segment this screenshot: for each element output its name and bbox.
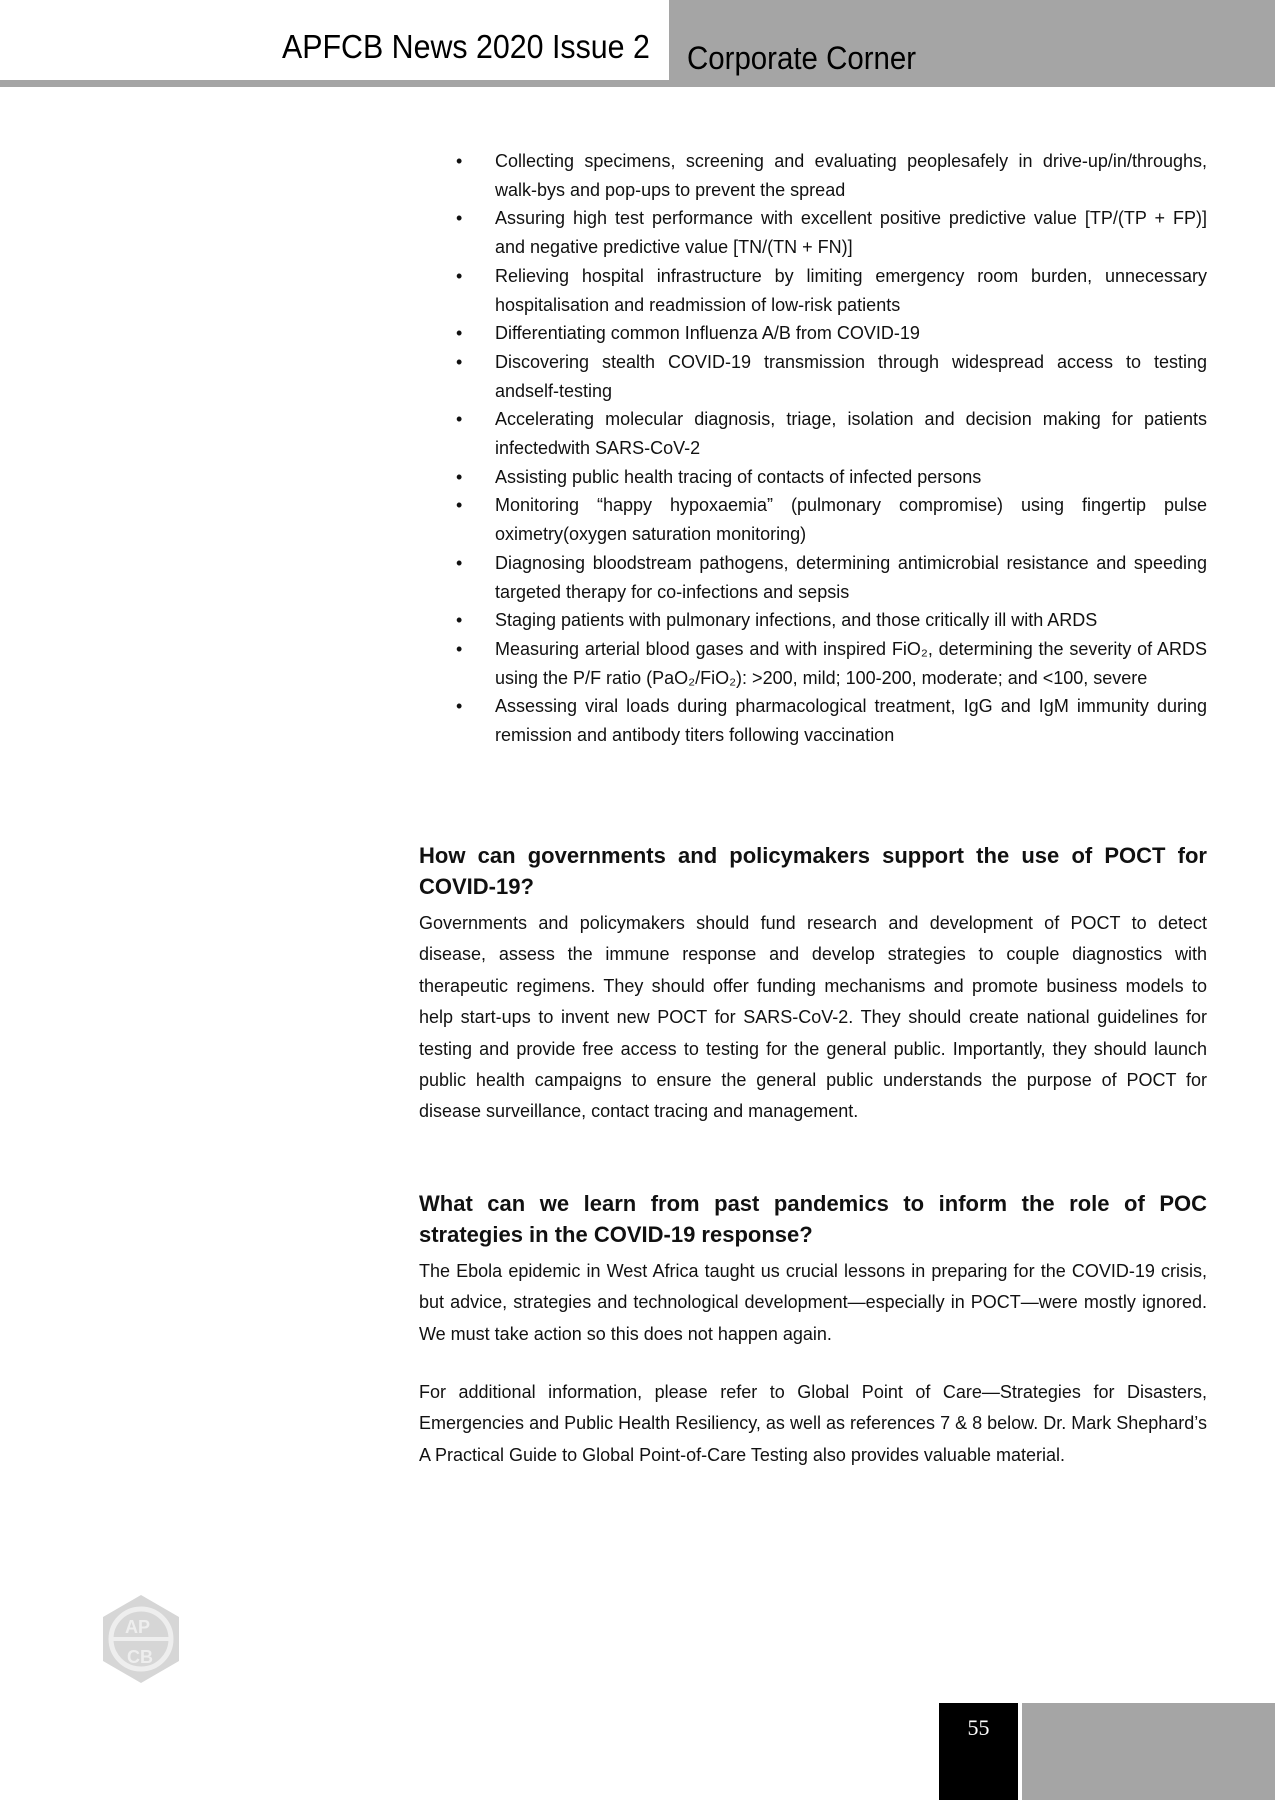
page-number-box	[939, 1703, 1018, 1800]
list-item-text: Staging patients with pulmonary infections, and those critically ill with ARDS	[495, 610, 1098, 631]
list-item-text: Differentiating common Influenza A/B from COVID-19	[495, 323, 920, 344]
list-item-text: Diagnosing bloodstream pathogens, determining antimicrobial resistance and speeding targeted therapy for co-infections and sepsis	[495, 552, 1207, 602]
list-item-text: Monitoring “happy hypoxaemia” (pulmonary compromise) using fingertip pulse oximetry(oxygen saturation monitoring)	[495, 495, 1207, 545]
section-banner	[669, 0, 1275, 87]
list-item	[419, 319, 1207, 348]
publication-title	[0, 0, 650, 82]
list-item-text: Accelerating molecular diagnosis, triage, isolation and decision making for patients infectedwith SARS-CoV-2	[495, 409, 1207, 459]
list-item	[419, 692, 1207, 749]
footer-banner	[1022, 1703, 1275, 1800]
bullet-icon: •	[456, 409, 463, 430]
bullet-icon: •	[456, 696, 463, 717]
bullet-icon: •	[456, 265, 463, 286]
bullet-icon: •	[456, 610, 463, 631]
apfcb-logo-icon	[95, 1593, 187, 1685]
header-rule	[0, 80, 669, 87]
bullet-icon: •	[456, 208, 463, 229]
page-number: 55	[967, 1715, 990, 1740]
list-item-text: Relieving hospital infrastructure by limiting emergency room burden, unnecessary hospitalisation and readmission of low-risk patients	[495, 265, 1207, 315]
list-item	[419, 491, 1207, 548]
list-item	[419, 348, 1207, 405]
svg-text:CB: CB	[127, 1647, 153, 1667]
bullet-icon: •	[456, 151, 463, 171]
list-item-text: Discovering stealth COVID-19 transmission through widespread access to testing andself-testing	[495, 351, 1207, 401]
svg-text:AP: AP	[125, 1617, 151, 1637]
list-item-text: Collecting specimens, screening and evaluating peoplesafely in drive-up/in/throughs, walk-bys and pop-ups to prevent the spread	[495, 151, 1207, 200]
section-paragraph: The Ebola epidemic in West Africa taught us crucial lessons in preparing for the COVID-19 crisis, but advice, strategies and technological development—especially in POCT—were mostly ignored. We must take action so this does not happen again.	[419, 1261, 1207, 1344]
list-item	[419, 405, 1207, 462]
bullet-icon: •	[456, 552, 463, 573]
section-heading: What can we learn from past pandemics to inform the role of POC strategies in the COVID-19 response?	[419, 1191, 1207, 1247]
list-item-text: Assisting public health tracing of contacts of infected persons	[495, 466, 982, 487]
list-item-text: Assuring high test performance with excellent positive predictive value [TP/(TP + FP)] and negative predictive value [TN/(TN + FN)]	[495, 208, 1207, 258]
list-item-text: Assessing viral loads during pharmacological treatment, IgG and IgM immunity during remission and antibody titers following vaccination	[495, 696, 1207, 746]
closing-paragraph: For additional information, please refer to Global Point of Care—Strategies for Disasters, Emergencies and Public Health Resiliency, as well as references 7 & 8 below. Dr. Mark Shephard’s A Practical Guide to Global Point-of-Care Testing also provides valuable material.	[419, 1382, 1207, 1465]
list-item-text: Measuring arterial blood gases and with inspired FiO₂, determining the severity of ARDS using the P/F ratio (PaO₂/FiO₂): >200, mild; 100-200, moderate; and <100, severe	[495, 638, 1207, 688]
bullet-icon: •	[456, 638, 463, 659]
bullet-icon: •	[456, 466, 463, 487]
section-paragraph: Governments and policymakers should fund research and development of POCT to detect disease, assess the immune response and develop strategies to couple diagnostics with therapeutic regimens. They should offer funding mechanisms and promote business models to help start-ups to invent new POCT for SARS-CoV-2. They should create national guidelines for testing and provide free access to testing for the general public. Importantly, they should launch public health campaigns to ensure the general public understands the purpose of POCT for disease surveillance, contact tracing and management.	[419, 913, 1207, 1122]
bullet-icon: •	[456, 495, 463, 516]
bullet-icon: •	[456, 323, 463, 344]
bullet-list	[419, 147, 1207, 750]
list-item	[419, 635, 1207, 692]
list-item	[419, 147, 1207, 204]
bullet-icon: •	[456, 351, 463, 372]
list-item	[419, 549, 1207, 606]
list-item	[419, 204, 1207, 261]
section-title: Corporate Corner	[687, 40, 917, 76]
list-item	[419, 262, 1207, 319]
list-item	[419, 606, 1207, 635]
section-heading: How can governments and policymakers support the use of POCT for COVID-19?	[419, 843, 1207, 899]
publication-title-text: APFCB News 2020 Issue 2	[282, 28, 650, 65]
list-item	[419, 463, 1207, 492]
